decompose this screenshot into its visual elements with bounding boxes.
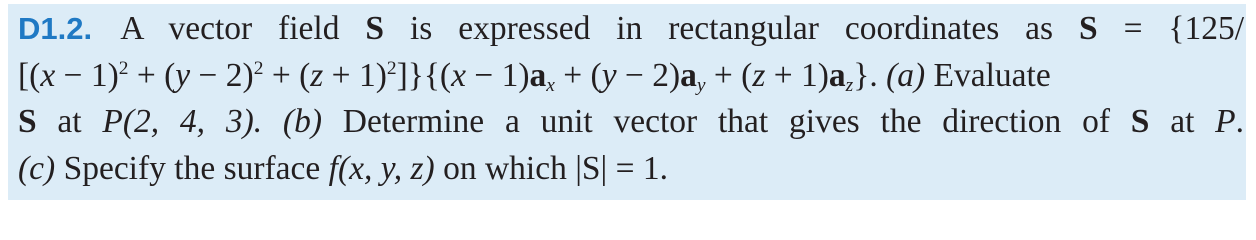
part-c-text: Specify the surface xyxy=(63,149,321,187)
part-b-label: (b) xyxy=(282,103,322,140)
problem-intro-tail: is expressed in rectangular coordinates as xyxy=(410,10,1054,47)
problem-text xyxy=(18,6,1244,192)
part-c-func: f(x, y, z) xyxy=(328,149,435,187)
problem-number: D1.2. xyxy=(18,11,93,46)
problem-line-4 xyxy=(18,146,1244,193)
part-a-point: P(2, 4, 3). xyxy=(102,103,263,140)
problem-card xyxy=(8,4,1246,200)
field-symbol: S xyxy=(365,10,385,47)
problem-line-1: D1.2. A vector field S is expressed in rectangular coordinates as S = {125/ xyxy=(18,10,1245,47)
part-c-label: (c) xyxy=(18,149,56,187)
part-c-tail: on which |S| = 1. xyxy=(443,149,669,187)
part-a-label: (a) xyxy=(886,56,926,94)
problem-intro: A vector field xyxy=(120,10,340,47)
problem-line-3: S at P(2, 4, 3). (b) Determine a unit vector that gives the direction of S at P. xyxy=(18,103,1245,140)
part-a-text: Evaluate xyxy=(933,56,1051,94)
part-b-text: Determine a unit vector that gives the direction of xyxy=(342,103,1110,140)
problem-line-2: $[(x - 1)^2 + (y - 2)^2 + (z + 1)^2]\}\{(x - 1)a_x + (y - 2)a_y + (z + 1)a_z\}$. (a) Evaluate xyxy=(18,56,1051,96)
